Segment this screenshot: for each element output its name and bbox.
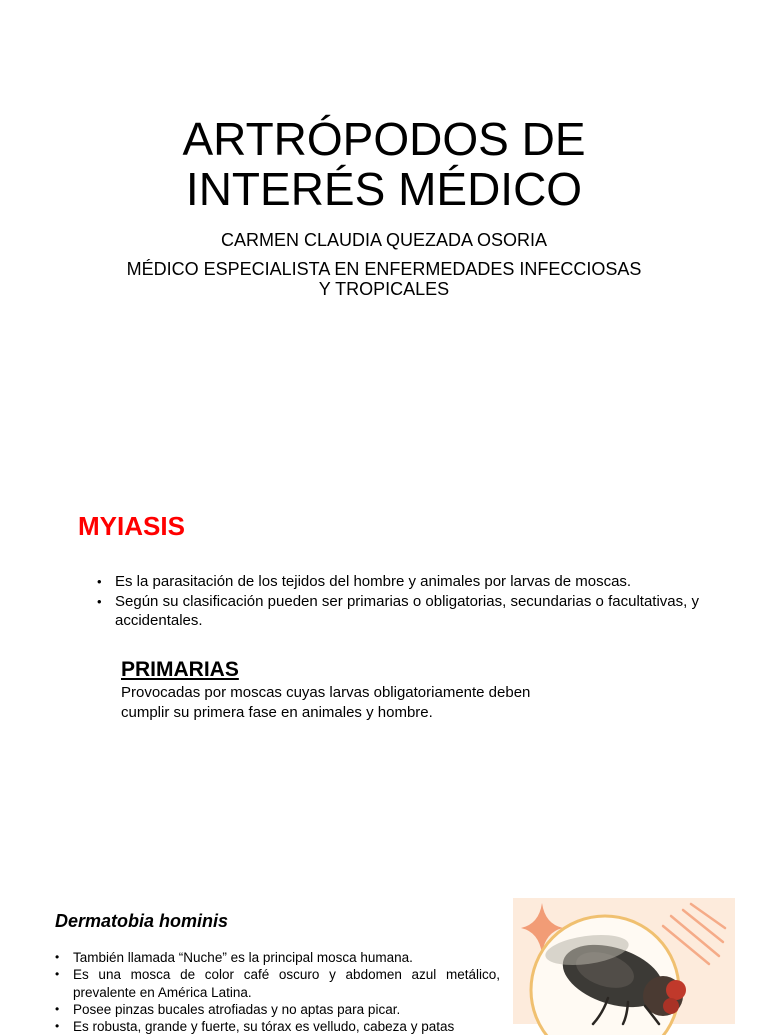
- subsection-title-primarias: PRIMARIAS: [121, 658, 239, 681]
- primarias-description: Provocadas por moscas cuyas larvas obligatoriamente deben cumplir su primera fase en animales y hombre.: [121, 684, 531, 721]
- fly-photo: [513, 898, 735, 1024]
- section-title-myiasis: MYIASIS: [78, 511, 185, 541]
- list-item: [55, 949, 500, 966]
- bullet-text: Es una mosca de color café oscuro y abdomen azul metálico, prevalente en América Latina.: [73, 967, 500, 1000]
- bullet-icon: •: [55, 950, 60, 964]
- fly-photo-icon: [513, 898, 735, 1024]
- bullet-text: Según su clasificación pueden ser primarias o obligatorias, secundarias o facultativas, y accidentales.: [115, 592, 699, 629]
- slide-title-line: INTERÉS MÉDICO: [185, 163, 583, 215]
- list-item: [55, 1001, 500, 1018]
- bullet-icon: •: [97, 593, 102, 609]
- list-item: [55, 1018, 500, 1035]
- dermatobia-bullet-list: [55, 949, 500, 1035]
- specialty-line: Y TROPICALES: [318, 279, 450, 299]
- bullet-text: Es robusta, grande y fuerte, su tórax es velludo, cabeza y patas: [73, 1019, 455, 1035]
- bullet-icon: •: [55, 967, 60, 982]
- bullet-icon: •: [55, 1019, 60, 1034]
- myiasis-bullet-list: [97, 572, 699, 631]
- slide-title-line: ARTRÓPODOS DE: [182, 113, 586, 165]
- author-name: CARMEN CLAUDIA QUEZADA OSORIA: [220, 230, 548, 250]
- bullet-text: Posee pinzas bucales atrofiadas y no aptas para picar.: [73, 1001, 401, 1017]
- list-item: [97, 572, 699, 592]
- bullet-text: También llamada “Nuche” es la principal mosca humana.: [73, 950, 413, 965]
- author-specialty: [84, 259, 684, 299]
- species-title: Dermatobia hominis: [55, 911, 229, 931]
- list-item: [97, 592, 699, 631]
- bullet-text: Es la parasitación de los tejidos del hombre y animales por larvas de moscas.: [115, 573, 632, 590]
- bullet-icon: •: [97, 574, 102, 589]
- bullet-icon: •: [55, 1001, 60, 1016]
- list-item: [55, 966, 500, 1001]
- slide-title: [0, 114, 768, 214]
- specialty-line: MÉDICO ESPECIALISTA EN ENFERMEDADES INFECCIOSAS: [126, 259, 642, 279]
